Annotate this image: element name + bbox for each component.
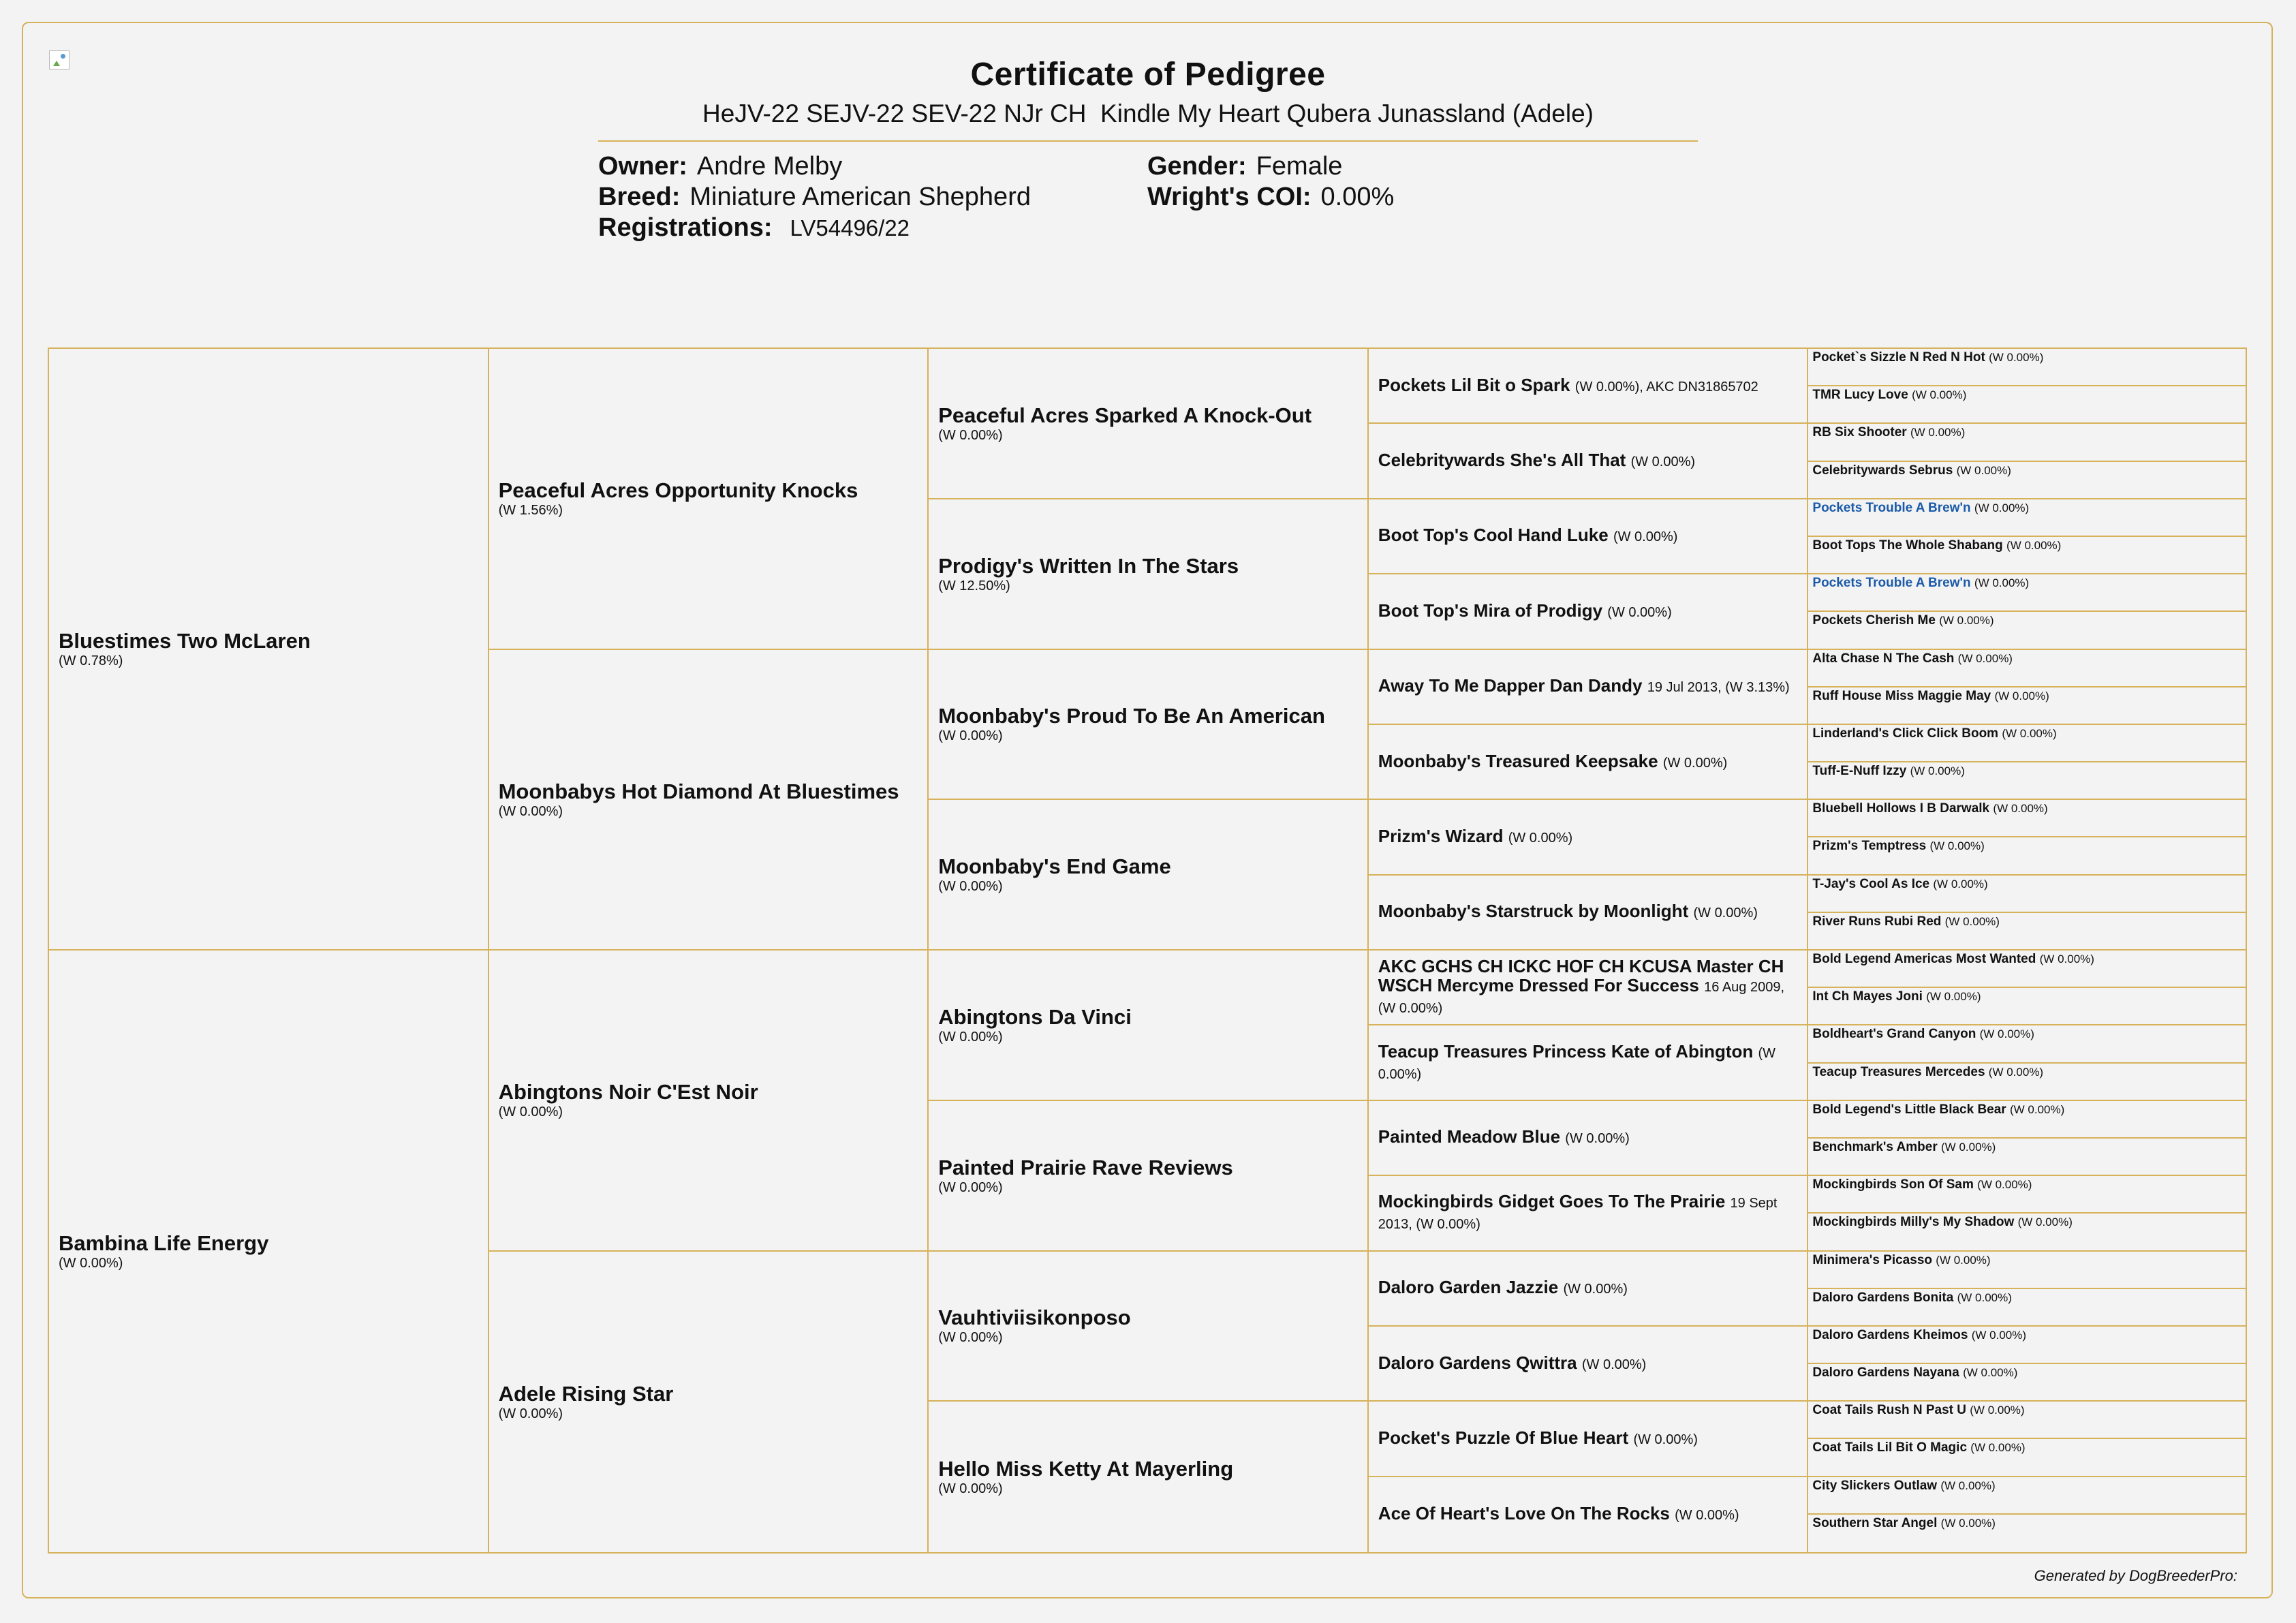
dog-name: Vauhtiviisikonposo <box>938 1305 1131 1330</box>
dog-entry <box>59 1231 478 1256</box>
dog-entry <box>1812 651 2241 666</box>
dog-name: Int Ch Mayes Joni <box>1812 989 1923 1004</box>
pedigree-cell-gen4 <box>1369 725 1809 800</box>
breed-row <box>598 182 1031 213</box>
dog-entry <box>1812 463 2241 478</box>
dog-details: (W 0.00%) <box>1378 1045 1776 1082</box>
pedigree-cell-gen2 <box>489 1252 929 1553</box>
dog-details-row <box>938 728 1358 744</box>
pedigree-cell-gen5 <box>1808 1064 2246 1101</box>
pedigree-cell-gen5 <box>1808 1139 2246 1176</box>
dog-details: (W 0.00%) <box>938 1179 1003 1195</box>
dog-entry <box>1812 1215 2241 1230</box>
pedigree-cell-gen5 <box>1808 913 2246 950</box>
pedigree-cell-gen5 <box>1808 1327 2246 1364</box>
dog-details: (W 0.00%) <box>938 728 1003 744</box>
dog-name: Bold Legend's Little Black Bear <box>1812 1102 2006 1117</box>
dog-details: (W 0.00%) <box>938 1330 1003 1346</box>
registrations-value: LV54496/22 <box>790 215 910 241</box>
dog-name: City Slickers Outlaw <box>1812 1478 1938 1493</box>
pedigree-cell-gen3 <box>929 1402 1369 1552</box>
dog-entry <box>1812 613 2241 628</box>
dog-name: Daloro Gardens Qwittra <box>1378 1352 1577 1373</box>
pedigree-cell-gen2 <box>489 650 929 951</box>
pedigree-cell-gen1 <box>49 950 489 1552</box>
dog-details: (W 0.00%) <box>1607 604 1672 620</box>
dog-entry <box>59 629 478 653</box>
pedigree-cell-gen3 <box>929 1252 1369 1402</box>
dog-details: 19 Sept 2013, (W 0.00%) <box>1378 1196 1778 1233</box>
dog-entry <box>1378 901 1798 923</box>
dog-name: Moonbaby's Starstruck by Moonlight <box>1378 901 1689 922</box>
dog-name: Bluebell Hollows I B Darwalk <box>1812 801 1990 816</box>
dog-name: Boldheart's Grand Canyon <box>1812 1027 1976 1042</box>
dog-details: (W 0.00%) <box>1977 1178 2032 1192</box>
dog-details: 16 Aug 2009, (W 0.00%) <box>1378 980 1785 1017</box>
dog-details: (W 0.00%) <box>1912 388 1967 402</box>
dog-details: (W 0.00%) <box>1974 501 2030 514</box>
pedigree-cell-gen5 <box>1808 1289 2246 1327</box>
dog-entry <box>1378 826 1798 848</box>
dog-entry <box>938 1305 1358 1330</box>
dog-details-row <box>59 1256 478 1271</box>
dog-details: (W 12.50%) <box>938 578 1010 593</box>
gender-row <box>1147 151 1394 182</box>
dog-name: Adele Rising Star <box>498 1381 674 1406</box>
pedigree-cell-gen4 <box>1369 1477 1809 1552</box>
dog-name: Painted Prairie Rave Reviews <box>938 1155 1233 1179</box>
dog-name: Prizm's Wizard <box>1378 825 1504 846</box>
dog-details: (W 0.00%) <box>2002 726 2057 740</box>
owner-row <box>598 151 1031 182</box>
dog-name: Pocket's Puzzle Of Blue Heart <box>1378 1427 1629 1448</box>
dog-entry <box>1812 1102 2241 1117</box>
gender-value: Female <box>1256 152 1343 181</box>
dog-entry <box>1812 1403 2241 1418</box>
dog-entry[interactable] <box>1812 576 2241 591</box>
dog-details: (W 0.00%) <box>938 1481 1003 1497</box>
pedigree-cell-gen5 <box>1808 537 2246 574</box>
dog-name: Southern Star Angel <box>1812 1515 1938 1530</box>
dog-name: Peaceful Acres Opportunity Knocks <box>498 478 858 503</box>
dog-entry <box>1378 1428 1798 1449</box>
dog-name: Moonbaby's Treasured Keepsake <box>1378 750 1658 771</box>
dog-name: Linderland's Click Click Boom <box>1812 726 1999 741</box>
dog-details-row <box>938 1180 1358 1196</box>
dog-name: Daloro Garden Jazzie <box>1378 1277 1559 1298</box>
dog-name: Benchmark's Amber <box>1812 1139 1938 1154</box>
pedigree-cell-gen5 <box>1808 1515 2246 1552</box>
dog-details: (W 0.00%) <box>1944 914 2000 928</box>
dog-details: (W 0.00%) <box>1508 830 1573 846</box>
dog-details: (W 0.00%) <box>498 1104 563 1120</box>
dog-details-row <box>499 503 918 519</box>
pedigree-cell-gen4 <box>1369 1025 1809 1100</box>
pedigree-cell-gen4 <box>1369 499 1809 574</box>
dog-details: (W 0.00%) <box>2039 953 2094 965</box>
dog-entry <box>1812 689 2241 704</box>
dog-name: T-Jay's Cool As Ice <box>1812 876 1930 891</box>
dog-details-row <box>938 1330 1358 1346</box>
pedigree-cell-gen4 <box>1369 1402 1809 1477</box>
dog-entry <box>1378 752 1798 773</box>
dog-entry <box>1812 350 2241 365</box>
dog-name: Tuff-E-Nuff Izzy <box>1812 764 1907 779</box>
dog-entry <box>1812 1290 2241 1305</box>
dog-name: Mockingbirds Milly's My Shadow <box>1812 1215 2015 1230</box>
dog-entry <box>1378 1504 1798 1525</box>
dog-name: Abingtons Noir C'Est Noir <box>498 1080 758 1104</box>
dog-details: (W 0.00%) <box>1939 614 1994 628</box>
pedigree-cell-gen5 <box>1808 424 2246 461</box>
pedigree-cell-gen5 <box>1808 837 2246 875</box>
dog-details: (W 0.00%) <box>498 803 563 819</box>
pedigree-cell-gen5 <box>1808 574 2246 612</box>
dog-details: (W 0.00%) <box>59 1256 123 1271</box>
dog-name: Pockets Cherish Me <box>1812 613 1936 628</box>
pedigree-cell-gen5 <box>1808 1176 2246 1214</box>
dog-entry <box>1812 726 2241 741</box>
dog-name: Teacup Treasures Mercedes <box>1812 1064 1985 1079</box>
dog-details-row <box>938 1030 1358 1045</box>
dog-details: (W 0.00%) <box>1988 1065 2044 1079</box>
dog-name-link[interactable]: Pockets Trouble A Brew'n <box>1812 576 1971 591</box>
dog-details: (W 1.56%) <box>498 503 563 519</box>
dog-name: Mockingbirds Son Of Sam <box>1812 1177 1974 1192</box>
dog-details: (W 0.00%) <box>1994 689 2049 702</box>
pedigree-cell-gen5 <box>1808 950 2246 988</box>
dog-details-row <box>938 578 1358 594</box>
pedigree-cell-gen1 <box>49 349 489 950</box>
dog-entry <box>1378 375 1798 397</box>
owner-value: Andre Melby <box>696 152 843 181</box>
dog-entry <box>938 854 1358 879</box>
dog-entry <box>499 478 918 503</box>
dog-details: (W 0.00%) <box>1675 1508 1739 1524</box>
dog-entry <box>1812 1027 2241 1042</box>
dog-details: (W 0.00%) <box>1993 802 2048 816</box>
pedigree-cell-gen5 <box>1808 386 2246 424</box>
dog-details: (W 0.00%), AKC DN31865702 <box>1574 379 1758 395</box>
dog-name: Peaceful Acres Sparked A Knock-Out <box>938 403 1312 427</box>
dog-entry <box>1812 1440 2241 1455</box>
dog-entry <box>1812 1328 2241 1343</box>
dog-name: Boot Top's Mira of Prodigy <box>1378 600 1603 621</box>
dog-name: Daloro Gardens Nayana <box>1812 1365 1959 1380</box>
dog-details: (W 0.78%) <box>59 653 123 668</box>
pedigree-cell-gen4 <box>1369 1252 1809 1327</box>
dog-name: Away To Me Dapper Dan Dandy <box>1378 675 1643 696</box>
dog-name: Daloro Gardens Kheimos <box>1812 1327 1968 1342</box>
dog-details: (W 0.00%) <box>1956 463 2011 477</box>
pedigree-cell-gen5 <box>1808 988 2246 1025</box>
pedigree-cell-gen4 <box>1369 349 1809 424</box>
dog-details: (W 0.00%) <box>1979 1027 2034 1041</box>
dog-details: (W 0.00%) <box>1662 755 1728 771</box>
dog-details: (W 0.00%) <box>938 427 1003 443</box>
dog-details: (W 0.00%) <box>1941 1140 1996 1154</box>
pedigree-cell-gen4 <box>1369 1176 1809 1251</box>
dog-name: Mockingbirds Gidget Goes To The Prairie <box>1378 1191 1726 1212</box>
dog-name: Celebritywards She's All That <box>1378 450 1626 471</box>
dog-details: (W 0.00%) <box>938 879 1003 895</box>
dog-entry <box>1378 676 1798 697</box>
dog-name: Pockets Lil Bit o Spark <box>1378 374 1570 395</box>
pedigree-cell-gen5 <box>1808 1402 2246 1439</box>
dog-name: Minimera's Picasso <box>1812 1252 1932 1267</box>
registrations-label: Registrations: <box>598 213 773 242</box>
dog-entry <box>1812 1140 2241 1155</box>
dog-details: (W 0.00%) <box>1970 1441 2026 1455</box>
dog-entry <box>499 1382 918 1406</box>
generated-by-footer: Generated by DogBreederPro: <box>2034 1567 2237 1584</box>
registrations-row <box>598 213 1031 243</box>
pedigree-cell-gen5 <box>1808 800 2246 837</box>
pedigree-cell-gen5 <box>1808 725 2246 762</box>
dog-details-row <box>499 1104 918 1120</box>
pedigree-cell-gen5 <box>1808 1439 2246 1477</box>
dog-details: (W 0.00%) <box>1563 1282 1628 1297</box>
dog-details: (W 0.00%) <box>1926 990 1981 1004</box>
dog-entry <box>1378 1353 1798 1374</box>
dog-name: Bambina Life Energy <box>59 1231 269 1255</box>
dog-name: Celebritywards Sebrus <box>1812 463 1953 478</box>
dog-details: (W 0.00%) <box>2006 538 2062 552</box>
pedigree-cell-gen3 <box>929 349 1369 499</box>
dog-name: TMR Lucy Love <box>1812 388 1908 403</box>
dog-entry <box>938 1005 1358 1030</box>
dog-entry <box>938 1156 1358 1180</box>
dog-name: Prizm's Temptress <box>1812 839 1927 854</box>
pedigree-cell-gen2 <box>489 349 929 650</box>
pedigree-cell-gen3 <box>929 499 1369 650</box>
pedigree-cell-gen5 <box>1808 762 2246 800</box>
dog-name: AKC GCHS CH ICKC HOF CH KCUSA Master CH WSCH Mercyme Dressed For Success <box>1378 956 1784 996</box>
pedigree-cell-gen5 <box>1808 1477 2246 1515</box>
pedigree-cell-gen2 <box>489 950 929 1252</box>
dog-entry <box>1812 1516 2241 1531</box>
pedigree-cell-gen4 <box>1369 424 1809 499</box>
pedigree-cell-gen5 <box>1808 499 2246 537</box>
dog-name: Daloro Gardens Bonita <box>1812 1290 1954 1305</box>
pedigree-cell-gen4 <box>1369 1327 1809 1402</box>
dog-entry <box>499 1080 918 1104</box>
dog-entry <box>938 403 1358 428</box>
pedigree-cell-gen4 <box>1369 950 1809 1025</box>
dog-details-row <box>59 653 478 669</box>
pedigree-cell-gen3 <box>929 1101 1369 1252</box>
gender-coi-block <box>1147 151 1394 213</box>
dog-name: Pocket`s Sizzle N Red N Hot <box>1812 350 1985 365</box>
dog-details: (W 0.00%) <box>1971 1328 2027 1342</box>
pedigree-cell-gen5 <box>1808 876 2246 913</box>
pedigree-cell-gen4 <box>1369 800 1809 875</box>
dog-entry <box>1812 425 2241 440</box>
pedigree-cell-gen4 <box>1369 1101 1809 1176</box>
pedigree-cell-gen3 <box>929 800 1369 950</box>
dog-entry <box>1378 1127 1798 1148</box>
dog-details-row <box>938 879 1358 895</box>
dog-entry <box>1812 914 2241 929</box>
dog-name: Boot Top's Cool Hand Luke <box>1378 525 1609 546</box>
dog-details: (W 0.00%) <box>2009 1102 2065 1116</box>
pedigree-cell-gen4 <box>1369 574 1809 649</box>
dog-entry <box>1378 450 1798 472</box>
dog-name: RB Six Shooter <box>1812 425 1907 440</box>
coi-row <box>1147 182 1394 213</box>
dog-entry <box>1812 1365 2241 1380</box>
dog-registered-name: HeJV-22 SEJV-22 SEV-22 NJr CH Kindle My Heart Qubera Junassland (Adele) <box>702 99 1594 127</box>
dog-entry <box>1812 1253 2241 1268</box>
dog-entry <box>499 779 918 804</box>
dog-entry <box>1378 601 1798 622</box>
dog-name: Coat Tails Rush N Past U <box>1812 1403 1966 1418</box>
pedigree-cell-gen5 <box>1808 349 2246 386</box>
dog-details: 19 Jul 2013, (W 3.13%) <box>1647 680 1790 696</box>
dog-entry <box>1812 952 2241 967</box>
dog-details-row <box>499 1406 918 1422</box>
dog-details: (W 0.00%) <box>1910 764 1965 778</box>
dog-entry <box>1812 877 2241 892</box>
pedigree-cell-gen4 <box>1369 650 1809 725</box>
pedigree-cell-gen5 <box>1808 1364 2246 1402</box>
pedigree-cell-gen5 <box>1808 1252 2246 1289</box>
pedigree-cell-gen5 <box>1808 462 2246 499</box>
pedigree-cell-gen5 <box>1808 687 2246 725</box>
dog-name: River Runs Rubi Red <box>1812 914 1942 929</box>
dog-entry <box>1812 538 2241 553</box>
pedigree-cell-gen5 <box>1808 1101 2246 1139</box>
dog-details: (W 0.00%) <box>498 1406 563 1421</box>
pedigree-cell-gen5 <box>1808 1214 2246 1251</box>
dog-details: (W 0.00%) <box>1630 454 1696 470</box>
dog-name: Bluestimes Two McLaren <box>59 629 311 653</box>
pedigree-cell-gen5 <box>1808 1025 2246 1063</box>
dog-details: (W 0.00%) <box>1936 1253 1991 1267</box>
certificate-title: Certificate of Pedigree <box>970 57 1326 93</box>
pedigree-tree <box>48 347 2247 1554</box>
dog-details: (W 0.00%) <box>1957 1290 2012 1304</box>
header-divider <box>598 140 1698 142</box>
breed-label: Breed: <box>598 183 681 211</box>
dog-details-row <box>938 1481 1358 1497</box>
dog-details: (W 0.00%) <box>1693 906 1758 921</box>
dog-name: Prodigy's Written In The Stars <box>938 553 1239 578</box>
pedigree-cell-gen4 <box>1369 876 1809 950</box>
dog-details: (W 0.00%) <box>1940 1516 1996 1530</box>
dog-entry <box>1812 764 2241 779</box>
dog-details: (W 0.00%) <box>1633 1432 1698 1447</box>
dog-details: (W 0.00%) <box>1910 426 1966 439</box>
dog-entry <box>1812 1177 2241 1192</box>
dog-entry <box>1378 957 1798 1018</box>
dog-name-link[interactable]: Pockets Trouble A Brew'n <box>1812 500 1971 515</box>
dog-name: Moonbaby's Proud To Be An American <box>938 704 1325 728</box>
dog-entry <box>938 1457 1358 1481</box>
dog-details: (W 0.00%) <box>1957 651 2013 665</box>
coi-label: Wright's COI: <box>1147 183 1312 211</box>
dog-details: (W 0.00%) <box>1613 529 1678 545</box>
coi-value: 0.00% <box>1320 183 1395 211</box>
dog-entry <box>1378 1192 1798 1234</box>
dog-details: (W 0.00%) <box>938 1029 1003 1045</box>
dog-name: Ace Of Heart's Love On The Rocks <box>1378 1503 1670 1524</box>
dog-details: (W 0.00%) <box>1974 576 2030 590</box>
owner-breed-registration-block <box>598 151 1031 243</box>
dog-details: (W 0.00%) <box>2017 1216 2073 1229</box>
dog-entry <box>1378 525 1798 546</box>
pedigree-cell-gen3 <box>929 950 1369 1101</box>
dog-details: (W 0.00%) <box>1929 839 1985 853</box>
dog-entry <box>1812 989 2241 1004</box>
dog-name: Alta Chase N The Cash <box>1812 651 1955 666</box>
dog-entry <box>1812 1065 2241 1080</box>
dog-entry <box>938 554 1358 578</box>
dog-name: Teacup Treasures Princess Kate of Abington <box>1378 1040 1754 1062</box>
dog-details: (W 0.00%) <box>1565 1131 1630 1147</box>
dog-name: Moonbabys Hot Diamond At Bluestimes <box>498 779 899 803</box>
dog-entry <box>1812 801 2241 816</box>
dog-details: (W 0.00%) <box>1989 351 2044 364</box>
dog-entry <box>1812 839 2241 854</box>
owner-label: Owner: <box>598 152 687 181</box>
dog-entry <box>1378 1278 1798 1299</box>
dog-details: (W 0.00%) <box>1933 877 1988 891</box>
dog-name: Boot Tops The Whole Shabang <box>1812 538 2003 553</box>
dog-entry <box>1378 1042 1798 1084</box>
dog-name: Coat Tails Lil Bit O Magic <box>1812 1440 1968 1455</box>
dog-details: (W 0.00%) <box>1963 1366 2018 1380</box>
dog-details: (W 0.00%) <box>1940 1479 1996 1492</box>
dog-entry <box>1812 388 2241 403</box>
pedigree-cell-gen5 <box>1808 612 2246 649</box>
dog-details-row <box>499 804 918 820</box>
dog-details: (W 0.00%) <box>1581 1357 1647 1372</box>
dog-details-row <box>938 428 1358 444</box>
dog-name: Bold Legend Americas Most Wanted <box>1812 952 2036 966</box>
gender-label: Gender: <box>1147 152 1247 181</box>
dog-name: Painted Meadow Blue <box>1378 1126 1561 1147</box>
dog-name: Abingtons Da Vinci <box>938 1004 1132 1029</box>
dog-details: (W 0.00%) <box>1970 1404 2025 1417</box>
dog-entry <box>938 704 1358 728</box>
dog-name: Ruff House Miss Maggie May <box>1812 688 1991 703</box>
dog-entry <box>1812 1479 2241 1494</box>
dog-name: Moonbaby's End Game <box>938 854 1171 879</box>
dog-name: Hello Miss Ketty At Mayerling <box>938 1457 1234 1481</box>
pedigree-cell-gen5 <box>1808 650 2246 687</box>
breed-value: Miniature American Shepherd <box>689 183 1031 211</box>
dog-entry[interactable] <box>1812 501 2241 516</box>
pedigree-cell-gen3 <box>929 650 1369 801</box>
